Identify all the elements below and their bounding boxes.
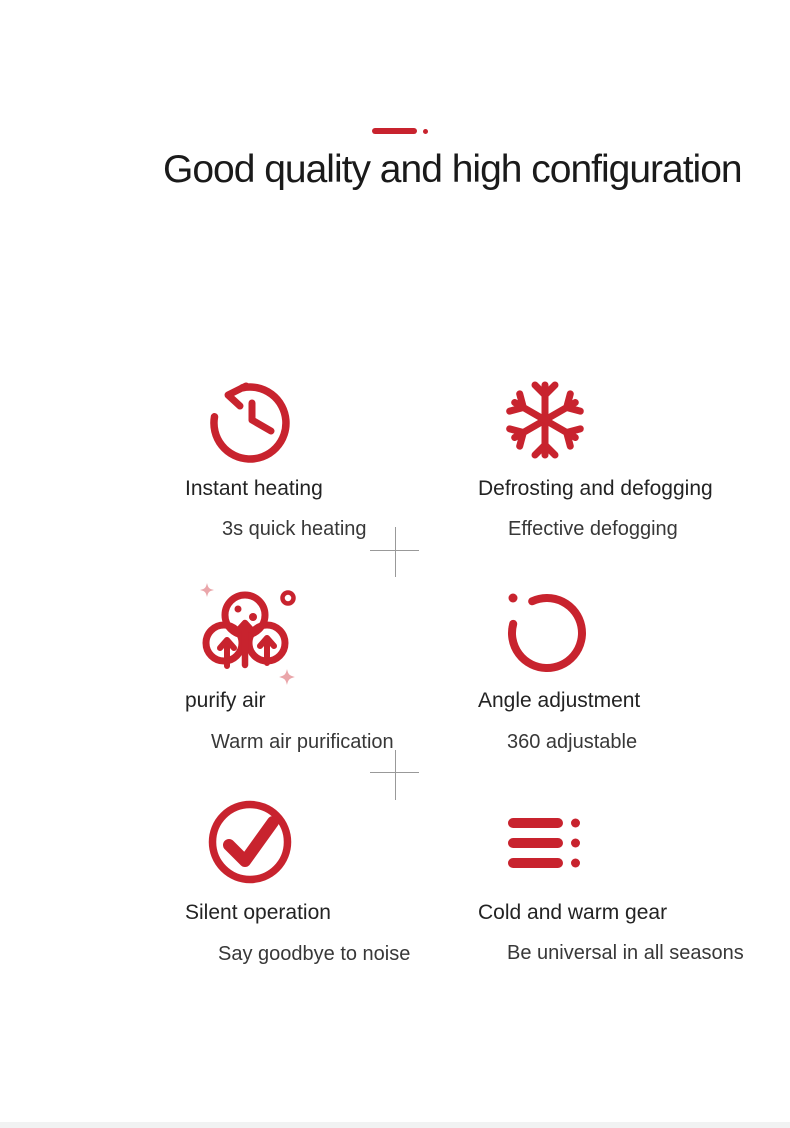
feature-title: Defrosting and defogging <box>478 477 713 500</box>
page-title: Good quality and high configuration <box>163 148 742 191</box>
feature-title: Instant heating <box>185 477 323 500</box>
divider-cross-icon <box>395 527 396 577</box>
feature-subtitle: Warm air purification <box>211 731 394 753</box>
rotation-circle-icon <box>505 590 593 678</box>
timer-icon <box>202 375 298 471</box>
list-lines-icon <box>505 813 585 873</box>
feature-subtitle: Say goodbye to noise <box>218 943 411 965</box>
feature-title: Angle adjustment <box>478 689 641 712</box>
feature-subtitle: 360 adjustable <box>507 731 638 753</box>
check-circle-icon <box>205 797 295 887</box>
feature-title: purify air <box>185 689 266 712</box>
title-ornament-dot-icon <box>423 129 428 134</box>
divider-cross-icon <box>370 772 419 773</box>
feature-subtitle: 3s quick heating <box>222 518 367 540</box>
feature-title: Silent operation <box>185 901 331 924</box>
next-section-edge <box>0 1122 790 1128</box>
feature-subtitle: Effective defogging <box>508 518 678 540</box>
title-ornament-dash-icon <box>372 128 417 134</box>
feature-subtitle: Be universal in all seasons <box>507 942 744 964</box>
feature-title: Cold and warm gear <box>478 901 668 924</box>
purify-air-icon <box>198 580 298 686</box>
snowflake-icon <box>503 378 587 462</box>
divider-cross-icon <box>370 550 419 551</box>
divider-cross-icon <box>395 750 396 800</box>
